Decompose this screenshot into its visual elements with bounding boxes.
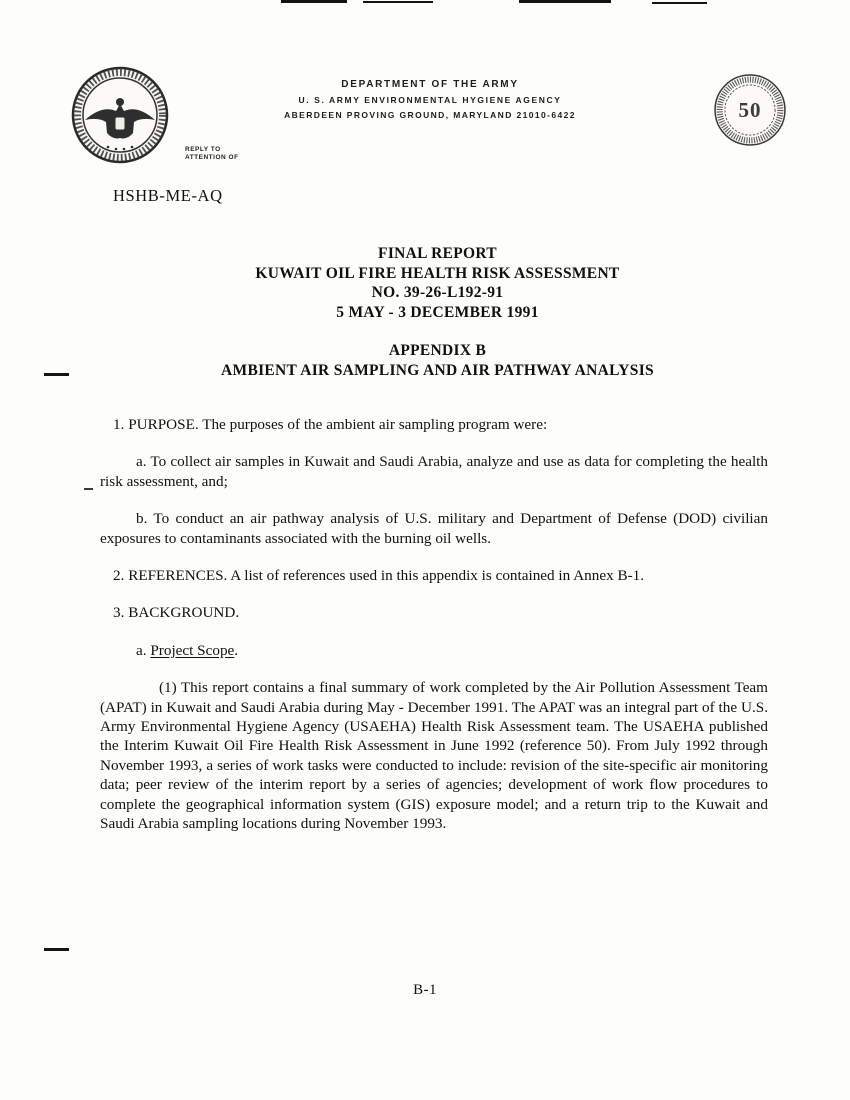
page-number: B-1 xyxy=(413,982,437,998)
scan-artifact-line xyxy=(281,0,347,3)
scope-heading: Project Scope xyxy=(150,641,235,659)
paragraph-background-1: (1) This report contains a final summary of work completed by the Air Pollution Assessment Team (APAT) in Kuwait and Saudi Arabia during May - December 1991. The APAT was an integral part of the U.S. Army Environmental Hygiene Agency (USAEHA) Health Risk Assessment team. The USAEHA published the Interim Kuwait Oil Fire Health Risk Assessment in June 1992 (reference 50). From July 1992 through November 1993, a series of work tasks were conducted to include: revision of the site-specific air monitoring data; peer review of the interim report by a series of agencies; development of work flow procedures to complete the geographical information system (GIS) exposure model; and a return trip to the Kuwait and Saudi Arabia sampling locations during November 1993. xyxy=(100,679,768,833)
letterhead xyxy=(230,79,630,120)
office-symbol: HSHB-ME-AQ xyxy=(113,186,223,205)
paragraph-purpose: 1. PURPOSE. The purposes of the ambient air sampling program were: xyxy=(113,416,548,433)
scan-artifact-line xyxy=(652,2,707,4)
appendix-block xyxy=(60,341,815,380)
report-number: NO. 39-26-L192-91 xyxy=(371,284,504,301)
scan-artifact-line xyxy=(363,1,433,3)
paragraph-references: 2. REFERENCES. A list of references used in this appendix is contained in Annex B-1. xyxy=(113,567,645,585)
scan-artifact-line xyxy=(519,0,611,3)
report-title: KUWAIT OIL FIRE HEALTH RISK ASSESSMENT xyxy=(255,264,620,282)
appendix-label: APPENDIX B xyxy=(388,342,487,359)
scope-prefix: a. xyxy=(136,641,151,659)
scan-artifact-dash xyxy=(44,373,69,376)
scan-artifact-dash xyxy=(44,948,69,951)
document-body xyxy=(100,415,768,852)
anniversary-seal-icon xyxy=(712,72,788,148)
reply-to-line2: ATTENTION OF xyxy=(185,154,239,161)
dod-seal-icon xyxy=(70,64,170,166)
scan-artifact-dash xyxy=(84,488,93,490)
reply-to-line1: REPLY TO xyxy=(185,146,221,153)
agency-name: U. S. ARMY ENVIRONMENTAL HYGIENE AGENCY xyxy=(298,95,562,105)
agency-address: ABERDEEN PROVING GROUND, MARYLAND 21010-6422 xyxy=(284,110,576,120)
title-block xyxy=(60,244,815,322)
paragraph-project-scope xyxy=(100,641,768,660)
reply-to-label xyxy=(185,146,239,162)
paragraph-purpose-b: b. To conduct an air pathway analysis of U.S. military and Department of Defense (DOD) civilian exposures to contaminants associated with the burning oil wells. xyxy=(100,510,768,547)
scope-period: . xyxy=(234,641,239,659)
appendix-title: AMBIENT AIR SAMPLING AND AIR PATHWAY ANALYSIS xyxy=(221,361,654,379)
dod-seal-graphic xyxy=(70,64,170,166)
paragraph-background: 3. BACKGROUND. xyxy=(113,604,240,622)
paragraph-purpose-a: a. To collect air samples in Kuwait and Saudi Arabia, analyze and use as data for completing the health risk assessment, and; xyxy=(100,453,768,490)
report-type: FINAL REPORT xyxy=(378,245,497,262)
report-dates: 5 MAY - 3 DECEMBER 1991 xyxy=(336,303,539,321)
anniversary-number: 50 xyxy=(738,97,762,122)
department-name: DEPARTMENT OF THE ARMY xyxy=(341,79,519,90)
